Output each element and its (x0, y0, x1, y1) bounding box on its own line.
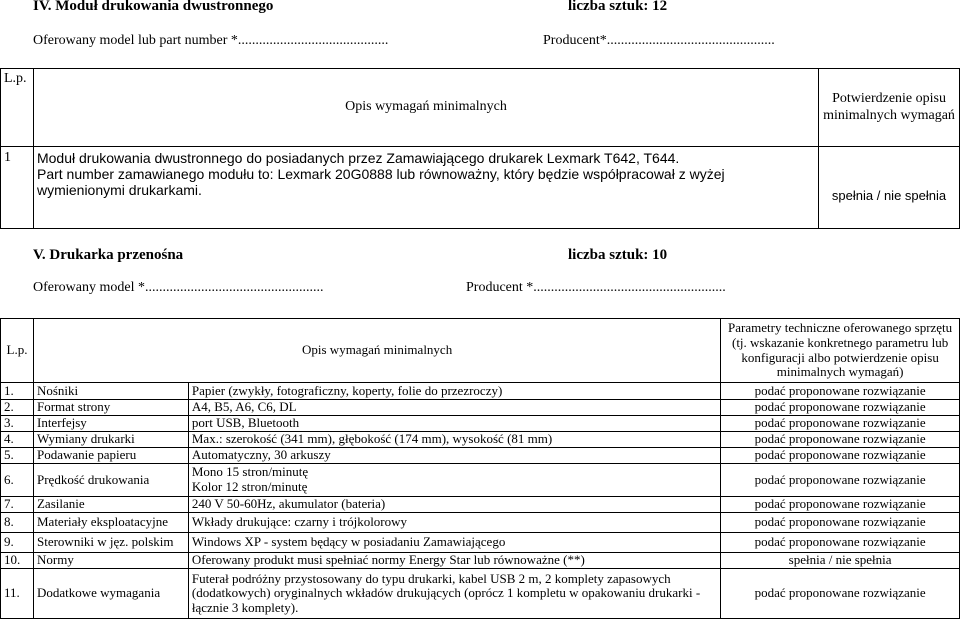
table-row (1, 400, 960, 416)
table-row (1, 569, 960, 619)
row-spec-line1: Mono 15 stron/minutę (191, 464, 309, 480)
row-description (33, 147, 818, 229)
row-name: Dodatkowe wymagania (33, 569, 188, 619)
table-row (1, 464, 960, 497)
section4-quantity: liczba sztuk: 12 (568, 0, 668, 14)
section5-heading: V. Drukarka przenośna (33, 247, 184, 263)
row-name: Format strony (33, 400, 188, 416)
row-answer[interactable]: podać proponowane rozwiązanie (721, 416, 960, 432)
row-description-line2: Part number zamawianego modułu to: Lexmark 20G0888 lub równoważny, który będzie współpracował z wyżej wymienionymi drukarkami. (36, 166, 725, 199)
section4-heading: IV. Moduł drukowania dwustronnego (33, 0, 274, 14)
row-answer[interactable]: podać proponowane rozwiązanie (721, 400, 960, 416)
row-answer[interactable]: podać proponowane rozwiązanie (721, 464, 960, 497)
row-spec: Automatyczny, 30 arkuszy (188, 448, 720, 464)
section5-model-field[interactable]: Oferowany model *................................................... (33, 280, 324, 295)
row-number: 6. (1, 464, 34, 497)
row-number: 2. (1, 400, 34, 416)
table-row (1, 553, 960, 569)
row-answer[interactable]: podać proponowane rozwiązanie (721, 569, 960, 619)
col-header-desc: Opis wymagań minimalnych (33, 319, 720, 383)
row-number: 10. (1, 553, 34, 569)
row-number: 3. (1, 416, 34, 432)
row-spec: Max.: szerokość (341 mm), głębokość (174 mm), wysokość (81 mm) (188, 432, 720, 448)
row-number: 1 (1, 147, 34, 229)
row-name: Podawanie papieru (33, 448, 188, 464)
row-answer[interactable]: podać proponowane rozwiązanie (721, 383, 960, 400)
section5-quantity: liczba sztuk: 10 (568, 247, 668, 263)
row-spec-line2: Kolor 12 stron/minutę (191, 479, 308, 494)
section4-producer-field[interactable]: Producent*................................................ (543, 33, 775, 48)
row-spec: 240 V 50-60Hz, akumulator (bateria) (188, 497, 720, 513)
row-confirm: spełnia / nie spełnia (819, 147, 960, 229)
table-row (1, 513, 960, 533)
row-description-line1: Moduł drukowania dwustronnego do posiadanych przez Zamawiającego drukarek Lexmark T642, T644. (36, 150, 680, 166)
row-name: Interfejsy (33, 416, 188, 432)
row-spec: Futerał podróżny przystosowany do typu drukarki, kabel USB 2 m, 2 komplety zapasowych (dodatkowych) oryginalnych wkładów drukujących (oprócz 1 kompletu w opakowaniu drukarki - łącznie 3 komplety). (188, 569, 720, 619)
row-spec: Papier (zwykły, fotograficzny, koperty, folie do przezroczy) (188, 383, 720, 400)
row-name: Sterowniki w jęz. polskim (33, 533, 188, 553)
row-number: 11. (1, 569, 34, 619)
table-row (1, 416, 960, 432)
section5-table (0, 318, 960, 619)
col-header-lp: L.p. (1, 319, 34, 383)
col-header-params: Parametry techniczne oferowanego sprzętu (tj. wskazanie konkretnego parametru lub konfiguracji albo potwierdzenie opisu minimalnych wymagań) (721, 319, 960, 383)
table-row (1, 432, 960, 448)
table-row (1, 383, 960, 400)
row-number: 9. (1, 533, 34, 553)
row-name: Materiały eksploatacyjne (33, 513, 188, 533)
row-number: 1. (1, 383, 34, 400)
row-number: 4. (1, 432, 34, 448)
row-answer[interactable]: podać proponowane rozwiązanie (721, 513, 960, 533)
section5-producer-field[interactable]: Producent *....................................................... (466, 280, 726, 295)
row-answer[interactable]: podać proponowane rozwiązanie (721, 497, 960, 513)
table-row (1, 533, 960, 553)
row-name: Normy (33, 553, 188, 569)
table-row (1, 448, 960, 464)
col-header-desc: Opis wymagań minimalnych (33, 69, 818, 147)
row-spec: Oferowany produkt musi spełniać normy Energy Star lub równoważne (**) (188, 553, 720, 569)
row-name: Zasilanie (33, 497, 188, 513)
row-spec: Wkłady drukujące: czarny i trójkolorowy (188, 513, 720, 533)
row-answer[interactable]: podać proponowane rozwiązanie (721, 533, 960, 553)
row-answer[interactable]: spełnia / nie spełnia (721, 553, 960, 569)
col-header-confirm: Potwierdzenie opisu minimalnych wymagań (819, 69, 960, 147)
table-row (1, 497, 960, 513)
row-number: 7. (1, 497, 34, 513)
row-number: 5. (1, 448, 34, 464)
row-spec: Windows XP - system będący w posiadaniu Zamawiającego (188, 533, 720, 553)
row-name: Nośniki (33, 383, 188, 400)
row-spec: A4, B5, A6, C6, DL (188, 400, 720, 416)
section4-model-field[interactable]: Oferowany model lub part number *........................................... (33, 33, 389, 48)
row-spec (188, 464, 720, 497)
row-name: Prędkość drukowania (33, 464, 188, 497)
row-answer[interactable]: podać proponowane rozwiązanie (721, 448, 960, 464)
row-name: Wymiany drukarki (33, 432, 188, 448)
row-number: 8. (1, 513, 34, 533)
row-spec: port USB, Bluetooth (188, 416, 720, 432)
section4-table (0, 68, 960, 229)
row-answer[interactable]: podać proponowane rozwiązanie (721, 432, 960, 448)
col-header-lp: L.p. (1, 69, 34, 147)
